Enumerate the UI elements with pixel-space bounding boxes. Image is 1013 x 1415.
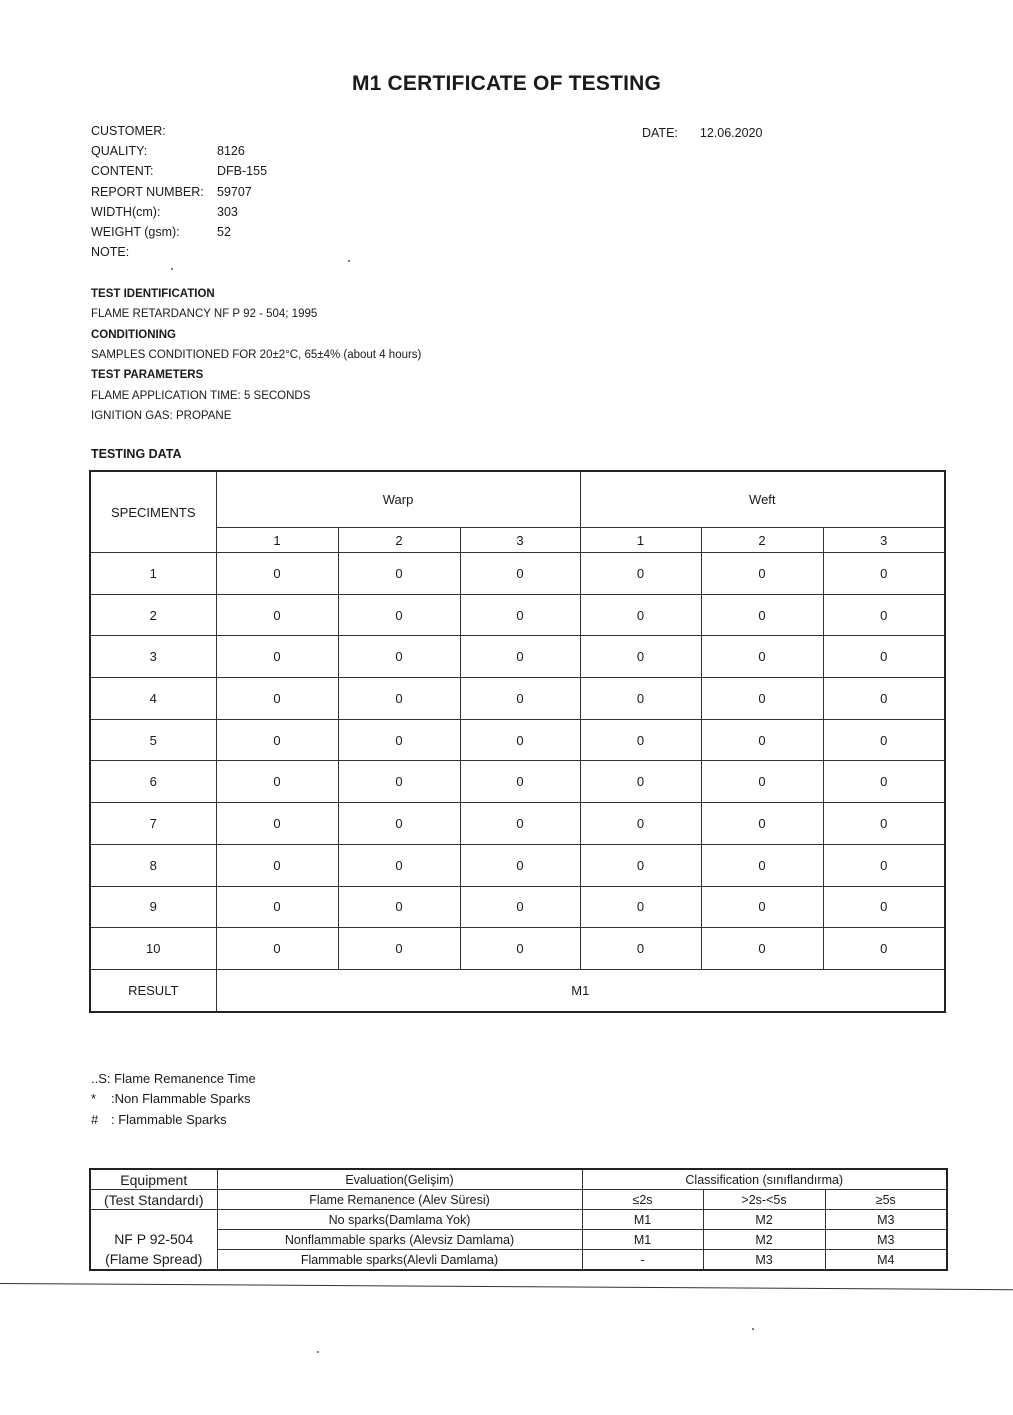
specimen-number: 4 — [90, 678, 216, 720]
table-row — [90, 636, 945, 678]
standard-cell — [90, 1210, 217, 1271]
legend-item — [91, 1109, 256, 1130]
table-cell: 0 — [823, 886, 945, 928]
test-standard-header: (Test Standardı) — [90, 1190, 217, 1210]
evaluation-header: Evaluation(Gelişim) — [217, 1169, 582, 1190]
table-cell: 0 — [460, 928, 580, 970]
table-cell: 0 — [701, 803, 823, 845]
table-cell: 0 — [580, 594, 701, 636]
table-row — [90, 678, 945, 720]
test-identification-heading: TEST IDENTIFICATION — [91, 288, 215, 301]
table-cell: 0 — [216, 886, 338, 928]
specimen-number: 10 — [90, 928, 216, 970]
specimen-number: 6 — [90, 761, 216, 803]
table-cell: 0 — [580, 803, 701, 845]
class-cell: - — [582, 1250, 703, 1271]
legend-text: : Flame Remanence Time — [106, 1070, 256, 1086]
info-row-customer — [91, 121, 267, 141]
info-row-quality — [91, 141, 267, 161]
ignition-gas-line: IGNITION GAS: PROPANE — [91, 409, 232, 422]
class-cell: M2 — [703, 1230, 825, 1250]
table-cell: 0 — [460, 594, 580, 636]
testing-data-heading: TESTING DATA — [91, 447, 182, 461]
sub-column-header: 1 — [216, 528, 338, 553]
range-header: >2s-<5s — [703, 1190, 825, 1210]
table-cell: 0 — [823, 719, 945, 761]
table-cell: 0 — [460, 719, 580, 761]
info-value: 52 — [217, 225, 231, 240]
result-label: RESULT — [90, 969, 216, 1012]
info-row-weight — [91, 222, 267, 242]
evaluation-row-label: Nonflammable sparks (Alevsiz Damlama) — [217, 1230, 582, 1250]
specimen-number: 3 — [90, 636, 216, 678]
table-cell: 0 — [823, 761, 945, 803]
table-cell: 0 — [460, 553, 580, 595]
table-cell: 0 — [338, 886, 460, 928]
conditioning-heading: CONDITIONING — [91, 328, 176, 341]
class-cell: M3 — [825, 1230, 947, 1250]
table-cell: 0 — [701, 886, 823, 928]
table-cell: 0 — [580, 678, 701, 720]
table-row — [90, 803, 945, 845]
range-header: ≥5s — [825, 1190, 947, 1210]
class-cell: M3 — [703, 1250, 825, 1271]
weft-header: Weft — [580, 471, 945, 528]
specimen-number: 1 — [90, 553, 216, 595]
flame-remanence-header: Flame Remanence (Alev Süresi) — [217, 1190, 582, 1210]
table-cell: 0 — [823, 553, 945, 595]
table-cell: 0 — [701, 678, 823, 720]
table-cell: 0 — [460, 886, 580, 928]
table-cell: 0 — [580, 928, 701, 970]
range-header: ≤2s — [582, 1190, 703, 1210]
info-row-width — [91, 202, 267, 222]
class-cell: M1 — [582, 1230, 703, 1250]
info-label: REPORT NUMBER: — [91, 184, 204, 199]
test-section — [91, 284, 421, 426]
info-label: QUALITY: — [91, 144, 148, 159]
standard-name: NF P 92-504 — [114, 1231, 194, 1247]
table-cell: 0 — [580, 636, 701, 678]
table-cell: 0 — [216, 803, 338, 845]
info-value: 8126 — [217, 144, 245, 159]
table-cell: 0 — [216, 928, 338, 970]
table-cell: 0 — [338, 678, 460, 720]
legend-symbol: * — [91, 1091, 97, 1107]
table-row — [90, 844, 945, 886]
table-cell: 0 — [338, 594, 460, 636]
table-cell: 0 — [216, 636, 338, 678]
table-cell: 0 — [823, 594, 945, 636]
table-cell: 0 — [460, 803, 580, 845]
specimen-number: 7 — [90, 803, 216, 845]
test-parameters-heading: TEST PARAMETERS — [91, 369, 204, 382]
legend-text: : Flammable Sparks — [111, 1111, 227, 1127]
info-value: 303 — [217, 204, 238, 219]
date-block — [642, 126, 762, 140]
table-cell: 0 — [701, 844, 823, 886]
info-label: WEIGHT (gsm): — [91, 225, 180, 240]
info-value: DFB-155 — [217, 164, 268, 179]
table-cell: 0 — [580, 844, 701, 886]
table-cell: 0 — [216, 719, 338, 761]
info-label: NOTE: — [91, 245, 130, 260]
table-cell: 0 — [823, 844, 945, 886]
legend-symbol: # — [91, 1111, 99, 1127]
table-cell: 0 — [701, 636, 823, 678]
table-cell: 0 — [701, 928, 823, 970]
scan-speck — [317, 1351, 319, 1353]
table-cell: 0 — [338, 636, 460, 678]
table-row — [90, 886, 945, 928]
evaluation-row-label: Flammable sparks(Alevli Damlama) — [217, 1250, 582, 1271]
sub-column-header: 2 — [701, 528, 823, 553]
specimens-header: SPECIMENTS — [90, 471, 216, 553]
info-label: CUSTOMER: — [91, 124, 166, 139]
legend-text: :Non Flammable Sparks — [111, 1091, 251, 1107]
result-value: M1 — [216, 969, 945, 1012]
table-cell: 0 — [338, 761, 460, 803]
table-cell: 0 — [338, 553, 460, 595]
page-divider — [0, 1283, 1013, 1290]
classification-table — [89, 1168, 948, 1271]
table-row — [90, 719, 945, 761]
info-row-content — [91, 161, 267, 181]
class-cell: M1 — [582, 1210, 703, 1230]
table-cell: 0 — [701, 719, 823, 761]
legend-item — [91, 1089, 256, 1110]
table-cell: 0 — [338, 928, 460, 970]
table-cell: 0 — [338, 844, 460, 886]
sub-column-header: 2 — [338, 528, 460, 553]
table-cell: 0 — [823, 678, 945, 720]
samples-conditioned-line: SAMPLES CONDITIONED FOR 20±2°C, 65±4% (about 4 hours) — [91, 349, 422, 362]
warp-header: Warp — [216, 471, 580, 528]
info-label: WIDTH(cm): — [91, 204, 161, 219]
table-cell: 0 — [216, 553, 338, 595]
scan-speck — [171, 268, 173, 270]
table-row — [90, 594, 945, 636]
legend — [91, 1068, 256, 1130]
class-cell: M2 — [703, 1210, 825, 1230]
legend-item — [91, 1068, 256, 1089]
table-cell: 0 — [823, 636, 945, 678]
class-cell: M3 — [825, 1210, 947, 1230]
scan-speck — [752, 1328, 754, 1330]
evaluation-row-label: No sparks(Damlama Yok) — [217, 1210, 582, 1230]
table-cell: 0 — [823, 928, 945, 970]
class-cell: M4 — [825, 1250, 947, 1271]
table-cell: 0 — [580, 761, 701, 803]
date-label: DATE: — [642, 126, 678, 140]
info-row-note — [91, 242, 267, 262]
table-cell: 0 — [580, 719, 701, 761]
table-cell: 0 — [216, 761, 338, 803]
specimen-number: 8 — [90, 844, 216, 886]
table-cell: 0 — [701, 553, 823, 595]
table-cell: 0 — [701, 594, 823, 636]
table-cell: 0 — [460, 678, 580, 720]
table-cell: 0 — [823, 803, 945, 845]
testing-data-table — [89, 470, 946, 1013]
table-cell: 0 — [460, 844, 580, 886]
legend-symbol: ..S — [91, 1070, 107, 1086]
info-label: CONTENT: — [91, 164, 154, 179]
equipment-header: Equipment — [90, 1169, 217, 1190]
info-row-report-number — [91, 182, 267, 202]
table-cell: 0 — [701, 761, 823, 803]
table-cell: 0 — [216, 678, 338, 720]
table-cell: 0 — [580, 886, 701, 928]
table-cell: 0 — [338, 719, 460, 761]
standard-type: (Flame Spread) — [105, 1251, 203, 1267]
table-row — [90, 928, 945, 970]
specimen-number: 9 — [90, 886, 216, 928]
table-cell: 0 — [338, 803, 460, 845]
table-cell: 0 — [460, 761, 580, 803]
table-cell: 0 — [580, 553, 701, 595]
table-cell: 0 — [460, 636, 580, 678]
scan-speck — [348, 260, 350, 262]
table-cell: 0 — [216, 844, 338, 886]
flame-time-line: FLAME APPLICATION TIME: 5 SECONDS — [91, 389, 311, 402]
flame-retardancy-line: FLAME RETARDANCY NF P 92 - 504; 1995 — [91, 308, 318, 321]
table-cell: 0 — [216, 594, 338, 636]
sub-column-header: 3 — [823, 528, 945, 553]
specimen-number: 5 — [90, 719, 216, 761]
info-value: 59707 — [217, 184, 252, 199]
info-block — [91, 121, 267, 262]
specimen-number: 2 — [90, 594, 216, 636]
table-row — [90, 553, 945, 595]
page-title: M1 CERTIFICATE OF TESTING — [351, 72, 662, 95]
sub-column-header: 1 — [580, 528, 701, 553]
table-row — [90, 761, 945, 803]
sub-column-header: 3 — [460, 528, 580, 553]
classification-header: Classification (sınıflandırma) — [582, 1169, 947, 1190]
date-value: 12.06.2020 — [699, 126, 763, 140]
